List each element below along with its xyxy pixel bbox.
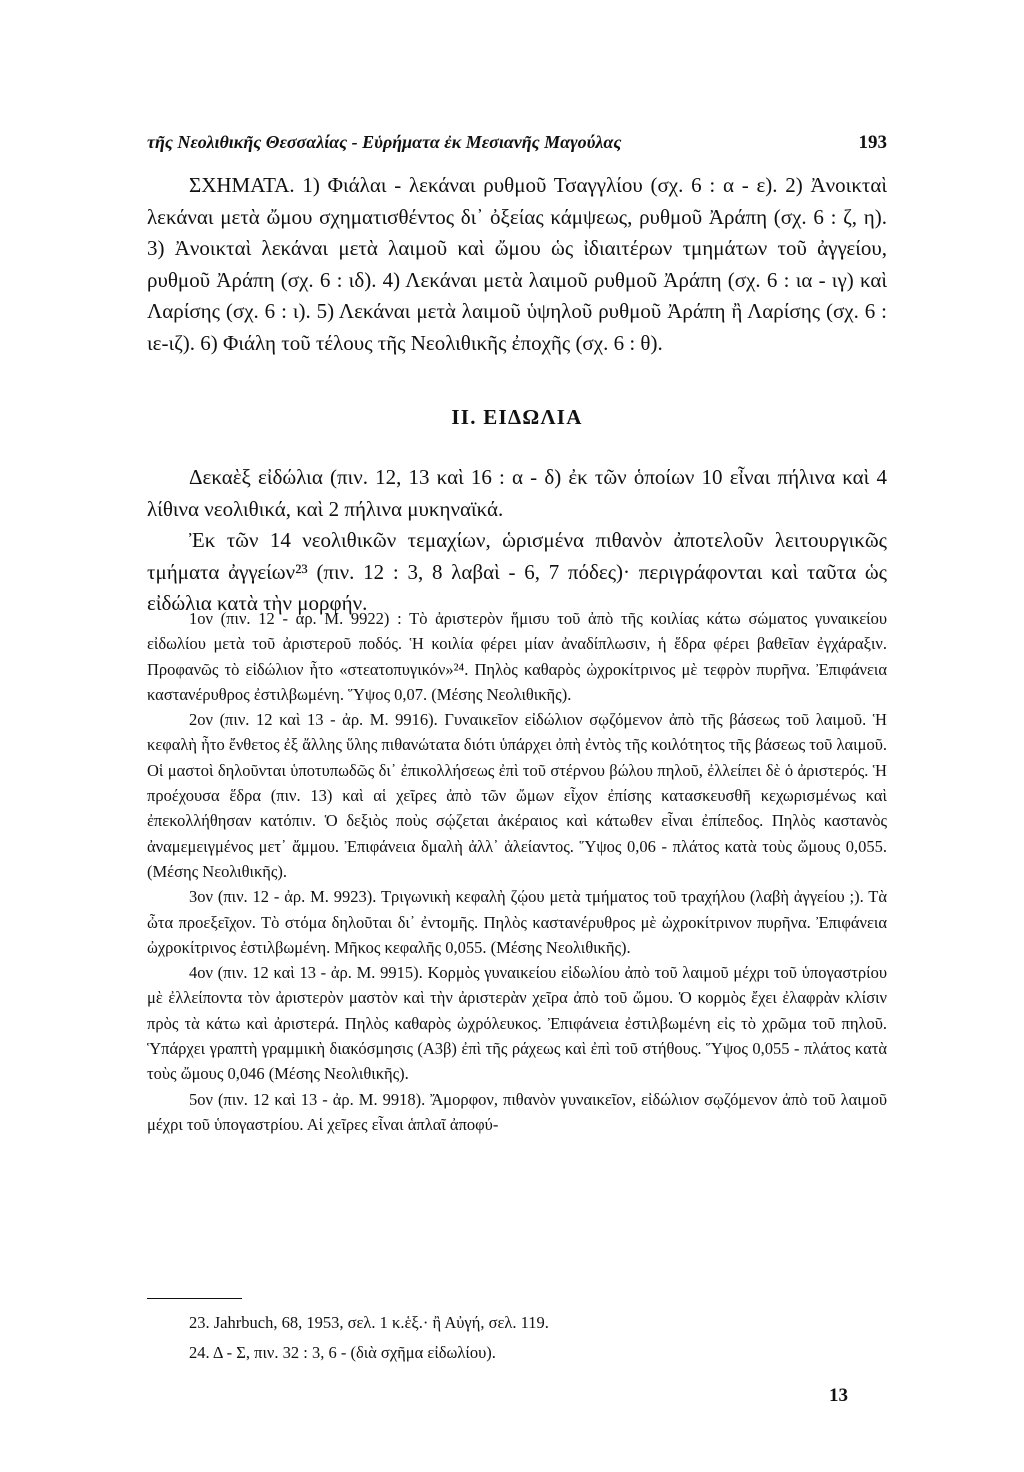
intro-paragraph: Δεκαὲξ εἰδώλια (πιν. 12, 13 καὶ 16 : α - δ) ἐκ τῶν ὁποίων 10 εἶναι πήλινα καὶ 4 λίθινα νεολιθικά, καὶ 2 πήλινα μυκηναϊκά.: [147, 465, 887, 521]
intro-section: [147, 462, 887, 620]
intro-paragraph: Ἐκ τῶν 14 νεολιθικῶν τεμαχίων, ὡρισμένα πιθανὸν ἀποτελοῦν λειτουργικῶς τμήματα ἀγγείων²³ (πιν. 12 : 3, 8 λαβαὶ - 6, 7 πόδες)· περιγράφονται καὶ ταῦτα ὡς εἰδώλια κατὰ τὴν μορφήν.: [147, 528, 887, 615]
figures-paragraph: ΣΧΗΜΑΤΑ. 1) Φιάλαι - λεκάναι ρυθμοῦ Τσαγγλίου (σχ. 6 : α - ε). 2) Ἀνοικταὶ λεκάναι μετὰ ὤμου σχηματισθέντος δι᾽ ὀξείας κάμψεως, ρυθμοῦ Ἀράπη (σχ. 6 : ζ, η). 3) Ἀνοικταὶ λεκάναι μετὰ λαιμοῦ καὶ ὤμου ὡς ἰδιαιτέρων τμημάτων τοῦ ἀγγείου, ρυθμοῦ Ἀράπη (σχ. 6 : ιδ). 4) Λεκάναι μετὰ λαιμοῦ ρυθμοῦ Ἀράπη (σχ. 6 : ια - ιγ) καὶ Λαρίσης (σχ. 6 : ι). 5) Λεκάναι μετὰ λαιμοῦ ὑψηλοῦ ρυθμοῦ Ἀράπη ἢ Λαρίσης (σχ. 6 : ιε-ιζ). 6) Φιάλη τοῦ τέλους τῆς Νεολιθικῆς ἐποχῆς (σχ. 6 : θ).: [147, 173, 887, 355]
figurine-entry: 1ον (πιν. 12 - ἀρ. Μ. 9922) : Τὸ ἀριστερὸν ἥμισυ τοῦ ἀπὸ τῆς κοιλίας κάτω σώματος γυναικείου εἰδωλίου μετὰ τοῦ ἀριστεροῦ ποδός. Ἡ κοιλία φέρει μίαν ἀναδίπλωσιν, ἡ ἕδρα φέρει βαθεῖαν ἐγχάραξιν. Προφανῶς τὸ εἰδώλιον ἦτο «στεατοπυγικόν»²⁴. Πηλὸς καθαρὸς ὠχροκίτρινος μὲ τεφρὸν πυρῆνα. Ἐπιφάνεια καστανέρυθρος ἐστιλβωμένη. Ὕψος 0,07. (Μέσης Νεολιθικῆς).: [147, 609, 887, 704]
footnote-divider: [147, 1298, 242, 1299]
figurine-entry: 5ον (πιν. 12 καὶ 13 - ἀρ. Μ. 9918). Ἄμορφον, πιθανὸν γυναικεῖον, εἰδώλιον σῳζόμενον ἀπὸ τοῦ λαιμοῦ μέχρι τοῦ ὑπογαστρίου. Αἱ χεῖρες εἶναι ἁπλαῖ ἀποφύ-: [147, 1089, 887, 1134]
figurine-entry: 3ον (πιν. 12 - ἀρ. Μ. 9923). Τριγωνικὴ κεφαλὴ ζῴου μετὰ τμήματος τοῦ τραχήλου (λαβὴ ἀγγείου ;). Τὰ ὦτα προεξεῖχον. Τὸ στόμα δηλοῦται δι᾽ ἐντομῆς. Πηλὸς καστανέρυθρος μὲ ὠχροκίτρινον πυρῆνα. Ἐπιφάνεια ὠχροκίτρινος ἐστιλβωμένη. Μῆκος κεφαλῆς 0,055. (Μέσης Νεολιθικῆς).: [147, 887, 887, 957]
figurine-entry: 2ον (πιν. 12 καὶ 13 - ἀρ. Μ. 9916). Γυναικεῖον εἰδώλιον σῳζόμενον ἀπὸ τῆς βάσεως τοῦ λαιμοῦ. Ἡ κεφαλὴ ἦτο ἔνθετος ἐξ ἄλλης ὕλης πιθανώτατα διότι ὑπάρχει ὀπὴ ἐντὸς τῆς κοιλότητος τῆς βάσεως τοῦ λαιμοῦ. Οἱ μαστοὶ δηλοῦνται ὑποτυπωδῶς δι᾽ ἐπικολλήσεως ἐπὶ τοῦ στέρνου βώλου πηλοῦ, ἐλλείπει δὲ ὁ ἀριστερός. Ἡ προέχουσα ἕδρα (πιν. 13) καὶ αἱ χεῖρες ἀπὸ τῶν ὤμων εἶχον ἐπίσης κατασκευσθῆ κεχωρισμένως καὶ ἐπεκολλήθησαν κατόπιν. Ὁ δεξιὸς ποὺς σῴζεται ἀκέραιος καὶ κάτωθεν εἶναι ἐπίπεδος. Πηλὸς καστανὸς ἀναμεμειγμένος μετ᾽ ἄμμου. Ἐπιφάνεια δμαλὴ ἀλλ᾽ ἀλείαντος. Ὕψος 0,06 - πλάτος κατὰ τοὺς ὤμους 0,055. (Μέσης Νεολιθικῆς).: [147, 710, 887, 881]
running-title: τῆς Νεολιθικῆς Θεσσαλίας - Εὑρήματα ἐκ Μεσιανῆς Μαγούλας: [147, 132, 622, 152]
footnote: 23. Jahrbuch, 68, 1953, σελ. 1 κ.ἑξ.· ἢ Αὐγή, σελ. 119.: [189, 1313, 549, 1332]
figures-section: [147, 170, 887, 359]
footnotes: [189, 1308, 887, 1368]
figurine-entries: [147, 606, 887, 1137]
section-heading: II. ΕΙΔΩΛΙΑ: [451, 405, 583, 429]
figurine-entry: 4ον (πιν. 12 καὶ 13 - ἀρ. Μ. 9915). Κορμὸς γυναικείου εἰδωλίου ἀπὸ τοῦ λαιμοῦ μέχρι τοῦ ὑπογαστρίου μὲ ἐλλείποντα τὸν ἀριστερὸν μαστὸν καὶ τὴν ἀριστερὰν χεῖρα ἀπὸ τοῦ ὤμου. Ὁ κορμὸς ἔχει ἐλαφρὰν κλίσιν πρὸς τὰ κάτω καὶ ἀριστερά. Πηλὸς καθαρὸς ὠχρόλευκος. Ἐπιφάνεια ἐστιλβωμένη εἰς τὸ χρῶμα τοῦ πηλοῦ. Ὑπάρχει γραπτὴ γραμμικὴ διακόσμησις (Α3β) ἐπὶ τῆς ράχεως καὶ ἐπὶ τοῦ στήθους. Ὕψος 0,055 - πλάτος κατὰ τοὺς ὤμους 0,046 (Μέσης Νεολιθικῆς).: [147, 963, 887, 1084]
footnote: 24. Δ - Σ, πιν. 32 : 3, 6 - (διὰ σχῆμα εἰδωλίου).: [189, 1343, 496, 1362]
sheet-number: 13: [829, 1385, 848, 1406]
page-number: 193: [858, 132, 887, 153]
running-head: [147, 132, 887, 158]
